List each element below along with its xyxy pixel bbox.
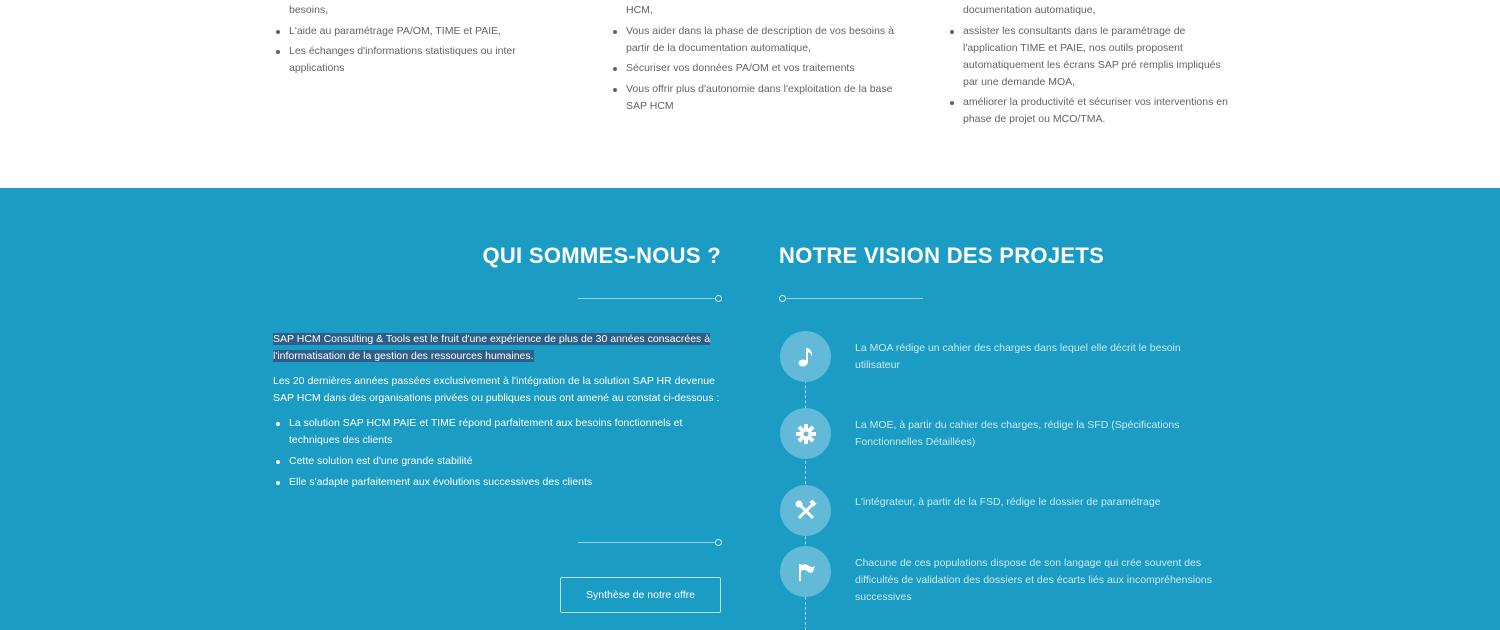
about-title: QUI SOMMES-NOUS ?	[482, 243, 721, 268]
features-column-3	[947, 0, 1232, 132]
about-paragraph: Les 20 dernières années passées exclusivement à l'intégration de la solution SAP HR devenue SAP HCM dans des organisations privées ou publiques nous ont amené au constat ci-dessous :	[273, 375, 720, 404]
list-item: Elle s'adapte parfaitement aux évolutions successives des clients	[273, 474, 723, 491]
about-intro	[273, 331, 723, 365]
vision-item-text: Chacune de ces populations dispose de son langage qui crée souvent des difficultés de validation des dossiers et des écarts liés aux incompréhensions successives	[855, 557, 1212, 603]
vision-item-text: La MOE, à partir du cahier des charges, rédige la SFD (Spécifications Fonctionnelles Détaillées)	[855, 419, 1180, 448]
features-section	[0, 0, 1500, 188]
gear-icon	[780, 408, 831, 459]
features-column-1	[273, 0, 543, 81]
vision-title: NOTRE VISION DES PROJETS	[779, 243, 1105, 268]
divider-ring	[715, 295, 722, 302]
list-item: HCM,	[626, 4, 653, 16]
list-item: besoins,	[273, 0, 543, 19]
list-item: La solution SAP HCM PAIE et TIME répond parfaitement aux besoins fonctionnels et techniques des clients	[273, 415, 723, 449]
features-column-2	[610, 2, 900, 118]
vision-item-text: L'intégrateur, à partir de la FSD, rédige le dossier de paramétrage	[855, 496, 1161, 508]
list-item: Sécuriser vos données PA/OM et vos traitements	[610, 60, 900, 77]
about-title-divider	[578, 298, 718, 299]
about-content	[273, 331, 723, 495]
flag-icon	[780, 546, 831, 597]
offer-summary-button[interactable]: Synthèse de notre offre	[560, 577, 721, 613]
divider-ring	[779, 295, 786, 302]
list-item: Cette solution est d'une grande stabilité	[273, 453, 723, 470]
tools-icon	[780, 485, 831, 536]
list-item: Vous offrir plus d'autonomie dans l'exploitation de la base SAP HCM	[610, 81, 900, 115]
list-item: L'aide au paramétrage PA/OM, TIME et PAIE,	[273, 23, 543, 40]
selected-text: SAP HCM Consulting & Tools est le fruit d'une expérience de plus de 30 années consacrées à l'informatisation de la gestion des ressources humaines.	[273, 333, 711, 362]
about-vision-section	[0, 188, 1500, 630]
about-bottom-divider	[578, 542, 718, 543]
vision-item-text: La MOA rédige un cahier des charges dans lequel elle décrit le besoin utilisateur	[855, 342, 1181, 371]
music-note-icon	[780, 331, 831, 382]
list-item: Vous aider dans la phase de description de vos besoins à partir de la documentation automatique,	[610, 23, 900, 57]
vision-title-divider	[783, 298, 923, 299]
list-item: améliorer la productivité et sécuriser vos interventions en phase de projet ou MCO/TMA.	[947, 94, 1232, 128]
divider-ring	[715, 539, 722, 546]
list-item: assister les consultants dans le paramétrage de l'application TIME et PAIE, nos outils proposent automatiquement les écrans SAP pré remplis impliqués par une demande MOA,	[947, 23, 1232, 91]
list-item: Les échanges d'informations statistiques ou inter applications	[273, 43, 543, 77]
list-item: documentation automatique,	[963, 4, 1096, 16]
